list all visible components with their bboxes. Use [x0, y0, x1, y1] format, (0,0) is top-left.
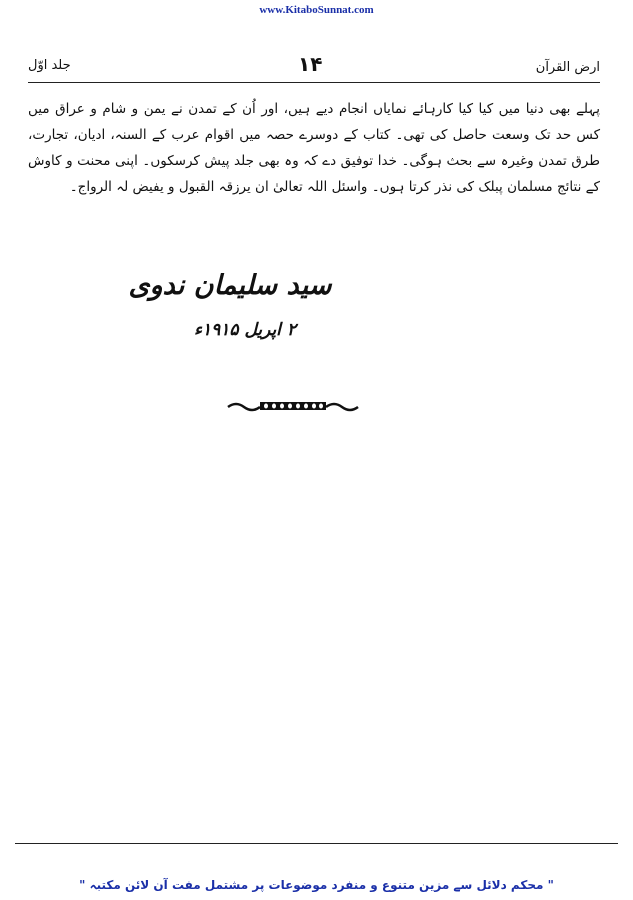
footer-divider [15, 843, 618, 844]
book-title: ارض القرآن [535, 60, 600, 75]
header-divider [28, 82, 600, 83]
body-text [28, 96, 600, 200]
signature-date: ۲ اپریل ۱۹۱۵ء [194, 320, 296, 340]
body-paragraph: پہلے بھی دنیا میں کیا کیا کارہائے نمایاں انجام دیے ہیں، اور اُن کے تمدن نے یمن و شام و عراق میں کس حد تک وسعت حاصل کی تھی۔ کتاب کے دوسرے حصہ میں اقوام عرب کے السنہ، ادیان، تجارت، طرق تمدن وغیرہ سے بحث ہوگی۔ خدا توفیق دے کہ وہ بھی جلد پیش کرسکوں۔ اپنی محنت و کاوش کے نتائج مسلمان پبلک کی نذر کرتا ہوں۔ واسئل اللہ تعالیٰ ان یرزقہ القبول و یفیض لہ الرواج۔ [28, 101, 600, 195]
site-url[interactable]: www.KitaboSunnat.com [259, 4, 374, 16]
volume-label: جلد اوّل [28, 58, 71, 73]
page-number: ۱۴ [298, 52, 323, 76]
footer-tagline: " محکم دلائل سے مزین متنوع و منفرد موضوعات پر مشتمل مفت آن لائن مکتبہ " [79, 878, 554, 892]
author-signature: سید سلیمان ندوی [128, 270, 332, 301]
ornament-divider [226, 398, 360, 412]
page-header [28, 52, 600, 80]
